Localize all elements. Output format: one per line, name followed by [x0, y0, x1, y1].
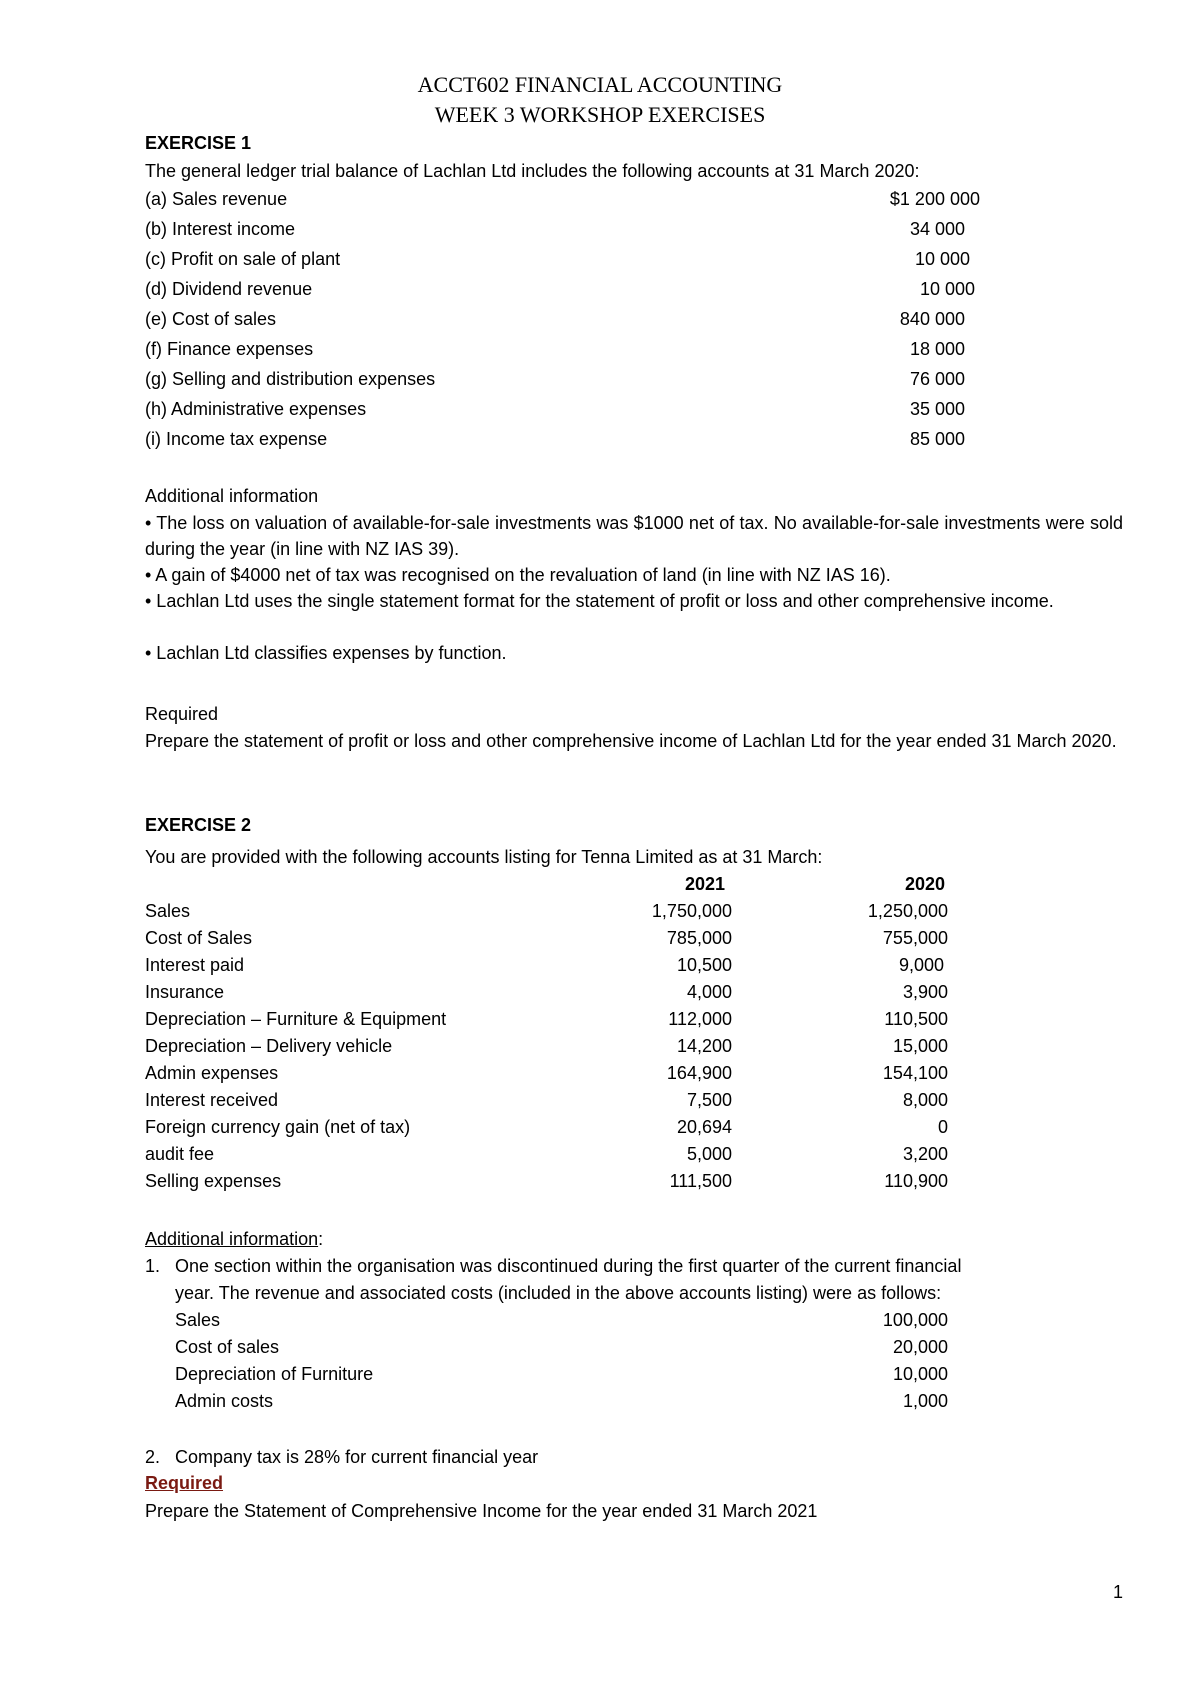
discontinued-label: Admin costs [175, 1391, 274, 1411]
table-cell-2020: 9,000 [898, 955, 944, 975]
table-row-label: audit fee [145, 1144, 215, 1164]
account-value: 10 000 [919, 279, 975, 299]
discontinued-value: 20,000 [892, 1337, 948, 1357]
table-cell-2021: 164,900 [666, 1063, 732, 1083]
table-row-label: Interest received [145, 1090, 279, 1110]
account-value: 85 000 [909, 429, 965, 449]
table-cell-2020: 110,500 [884, 1009, 948, 1029]
bullet-item: • A gain of $4000 net of tax was recognised on the revaluation of land (in line with NZ IAS 16). [145, 565, 891, 585]
table-cell-2020: 1,250,000 [867, 901, 948, 921]
table-row-label: Admin expenses [145, 1063, 279, 1083]
table-cell-2021: 111,500 [669, 1171, 732, 1191]
account-label: (b) Interest income [145, 219, 296, 239]
column-header-2021: 2021 [684, 874, 725, 894]
table-cell-2020: 3,900 [902, 982, 948, 1002]
discontinued-label: Sales [175, 1310, 221, 1330]
exercise-2-additional-heading [145, 1227, 323, 1251]
account-value: 840 000 [899, 309, 965, 329]
account-label: (d) Dividend revenue [145, 279, 313, 299]
account-value: 10 000 [914, 249, 970, 269]
document-subtitle: WEEK 3 WORKSHOP EXERCISES [434, 102, 766, 127]
numbered-item-1-line1: One section within the organisation was discontinued during the first quarter of the current financial [175, 1256, 962, 1276]
table-row-label: Selling expenses [145, 1171, 282, 1191]
account-label: (h) Administrative expenses [145, 399, 367, 419]
bullet-item: • The loss on valuation of available-for-sale investments was $1000 net of tax. No available-for-sale investments were sold during the year (in line with NZ IAS 39). [145, 513, 1123, 559]
table-row-label: Cost of Sales [145, 928, 253, 948]
numbered-item-2-text: Company tax is 28% for current financial year [175, 1447, 539, 1467]
bullet-item: • Lachlan Ltd uses the single statement format for the statement of profit or loss and other comprehensive income. [145, 591, 1054, 611]
table-cell-2021: 1,750,000 [651, 901, 732, 921]
table-cell-2021: 14,200 [676, 1036, 732, 1056]
exercise-2-intro: You are provided with the following accounts listing for Tenna Limited as at 31 March: [145, 847, 823, 867]
additional-heading-colon: : [318, 1229, 324, 1249]
table-row-label: Foreign currency gain (net of tax) [145, 1117, 411, 1137]
column-header-2020: 2020 [904, 874, 945, 894]
account-label: (e) Cost of sales [145, 309, 277, 329]
table-cell-2021: 20,694 [676, 1117, 732, 1137]
account-value: 76 000 [909, 369, 965, 389]
discontinued-label: Cost of sales [175, 1337, 280, 1357]
exercise-2-required-text: Prepare the Statement of Comprehensive Income for the year ended 31 March 2021 [145, 1501, 818, 1521]
discontinued-value: 100,000 [882, 1310, 948, 1330]
account-value: 18 000 [909, 339, 965, 359]
numbered-item-1-number: 1. [145, 1256, 161, 1276]
discontinued-value: 1,000 [902, 1391, 948, 1411]
table-cell-2020: 0 [937, 1117, 948, 1137]
table-cell-2021: 4,000 [686, 982, 732, 1002]
table-cell-2020: 3,200 [902, 1144, 948, 1164]
account-value: 34 000 [909, 219, 965, 239]
bullet-item: • Lachlan Ltd classifies expenses by function. [145, 643, 507, 663]
exercise-1-required-text: Prepare the statement of profit or loss and other comprehensive income of Lachlan Ltd for the year ended 31 March 2020. [145, 731, 1117, 751]
table-cell-2020: 110,900 [884, 1171, 948, 1191]
exercise-2-required-heading: Required [145, 1473, 224, 1493]
exercise-2-heading: EXERCISE 2 [145, 815, 252, 835]
table-cell-2021: 10,500 [676, 955, 732, 975]
table-row-label: Interest paid [145, 955, 245, 975]
exercise-1-intro: The general ledger trial balance of Lachlan Ltd includes the following accounts at 31 March 2020: [145, 161, 920, 181]
table-cell-2020: 15,000 [892, 1036, 948, 1056]
account-label: (f) Finance expenses [145, 339, 314, 359]
account-label: (a) Sales revenue [145, 189, 288, 209]
account-label: (i) Income tax expense [145, 429, 328, 449]
numbered-item-2-number: 2. [145, 1447, 161, 1467]
table-cell-2020: 154,100 [882, 1063, 948, 1083]
table-cell-2021: 7,500 [686, 1090, 732, 1110]
exercise-1-additional-heading: Additional information [145, 486, 319, 506]
table-cell-2020: 755,000 [882, 928, 948, 948]
table-row-label: Depreciation – Furniture & Equipment [145, 1009, 447, 1029]
exercise-1-required-heading: Required [145, 704, 219, 724]
numbered-item-1-line2: year. The revenue and associated costs (included in the above accounts listing) were as follows: [175, 1283, 942, 1303]
table-row-label: Depreciation – Delivery vehicle [145, 1036, 393, 1056]
table-cell-2021: 785,000 [666, 928, 732, 948]
table-row-label: Sales [145, 901, 191, 921]
additional-heading-text: Additional information [145, 1229, 319, 1249]
page-number: 1 [1112, 1582, 1123, 1602]
table-cell-2021: 112,000 [668, 1009, 732, 1029]
account-value: $1 200 000 [889, 189, 980, 209]
exercise-1-heading: EXERCISE 1 [145, 133, 252, 153]
table-cell-2020: 8,000 [902, 1090, 948, 1110]
account-value: 35 000 [909, 399, 965, 419]
discontinued-label: Depreciation of Furniture [175, 1364, 374, 1384]
account-label: (g) Selling and distribution expenses [145, 369, 436, 389]
table-row-label: Insurance [145, 982, 225, 1002]
account-label: (c) Profit on sale of plant [145, 249, 341, 269]
document-title: ACCT602 FINANCIAL ACCOUNTING [417, 72, 783, 97]
discontinued-value: 10,000 [892, 1364, 948, 1384]
table-cell-2021: 5,000 [686, 1144, 732, 1164]
